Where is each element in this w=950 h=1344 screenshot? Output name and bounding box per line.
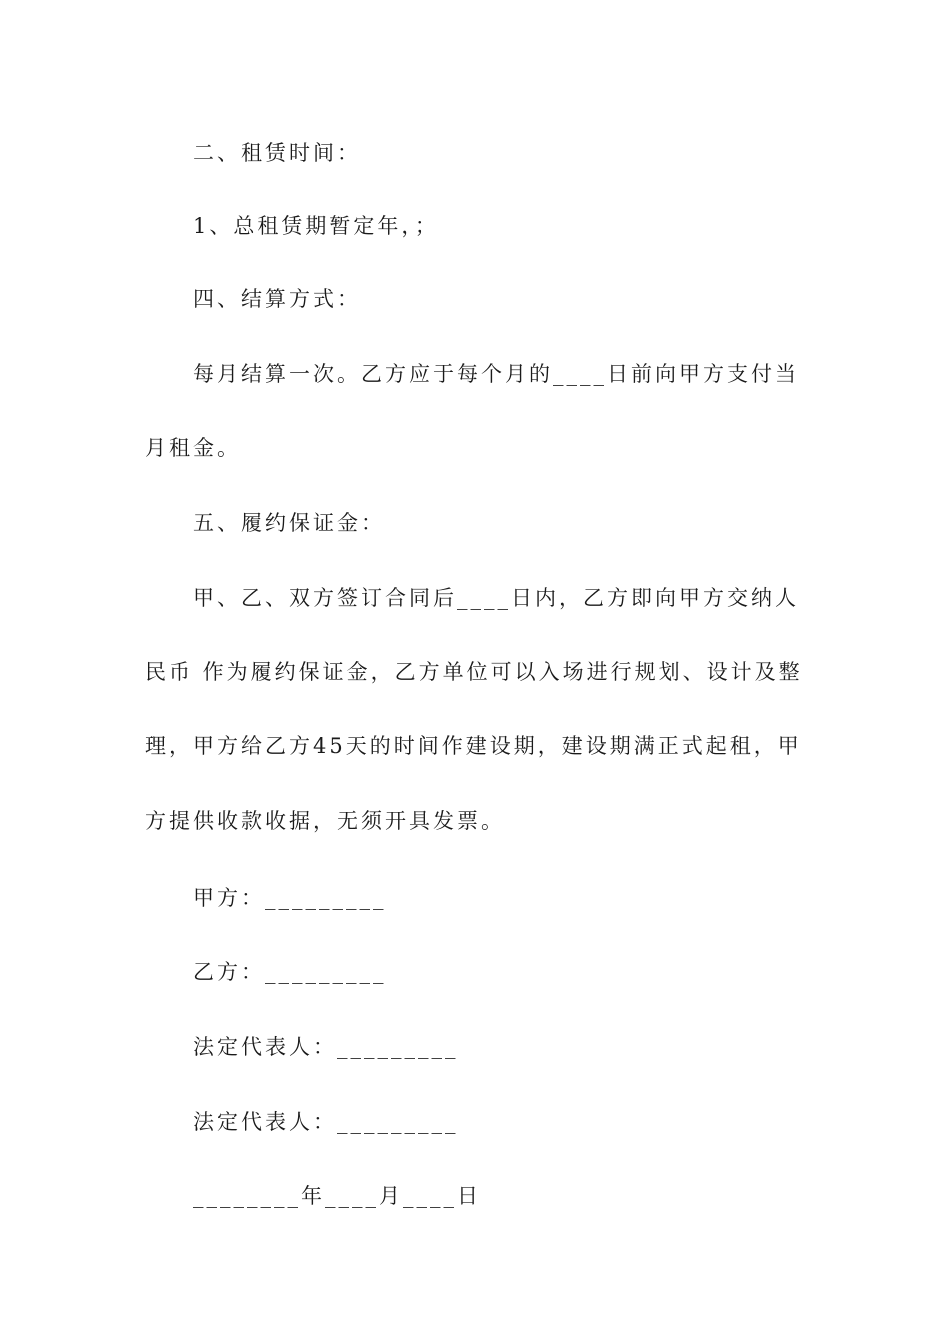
lease-term-item: 1、总租赁期暂定年，； <box>193 214 439 238</box>
settlement-paragraph-line: 月租金。 <box>145 436 241 460</box>
signature-date: ________年____月____日 <box>193 1184 481 1208</box>
section-heading-lease-period: 二、租赁时间： <box>193 141 361 165</box>
deposit-paragraph-line: 民币 作为履约保证金，乙方单位可以入场进行规划、设计及整 <box>145 660 803 684</box>
settlement-paragraph-line: 每月结算一次。乙方应于每个月的____日前向甲方支付当 <box>193 362 799 386</box>
signature-party-a: 甲方：_________ <box>193 886 387 910</box>
deposit-paragraph-line: 方提供收款收据，无须开具发票。 <box>145 809 505 833</box>
section-heading-deposit: 五、履约保证金： <box>193 511 385 535</box>
signature-legal-rep-a: 法定代表人：_________ <box>193 1035 459 1059</box>
signature-legal-rep-b: 法定代表人：_________ <box>193 1110 459 1134</box>
deposit-paragraph-line: 理，甲方给乙方45天的时间作建设期，建设期满正式起租，甲 <box>145 734 802 758</box>
deposit-paragraph-line: 甲、乙、双方签订合同后____日内，乙方即向甲方交纳人 <box>193 586 799 610</box>
signature-party-b: 乙方：_________ <box>193 960 387 984</box>
section-heading-settlement: 四、结算方式： <box>193 287 361 311</box>
